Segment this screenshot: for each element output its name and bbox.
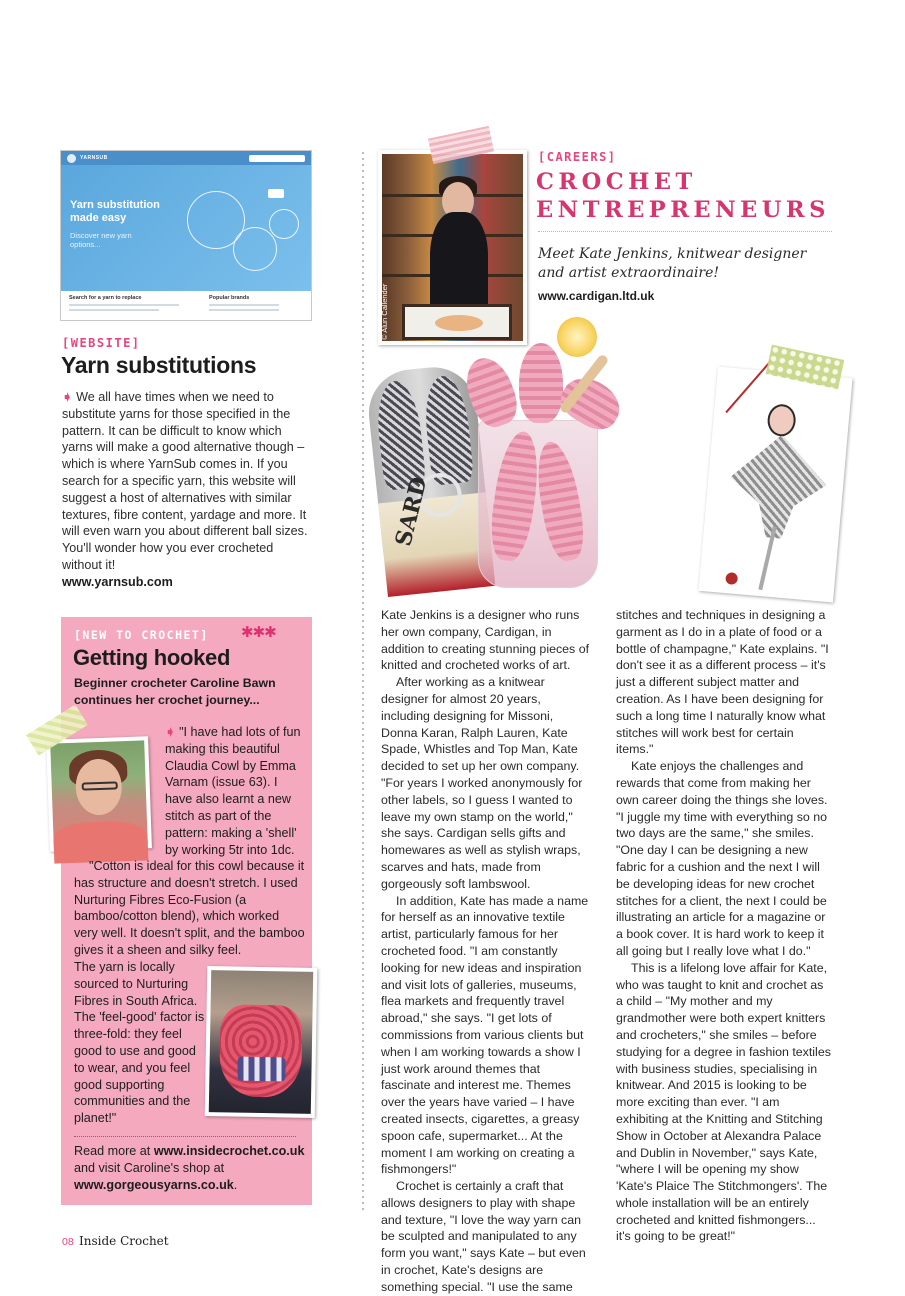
fish-artwork	[402, 304, 512, 340]
gorgeousyarns-link[interactable]: www.gorgeousyarns.co.uk	[74, 1177, 234, 1192]
website-body	[62, 389, 312, 591]
yarnsub-screenshot	[60, 150, 312, 321]
site-badge	[268, 189, 284, 198]
lemon-slice	[557, 317, 597, 357]
article-paragraph: After working as a knitwear designer for almost 20 years, including designing for Missoni, Donna Karan, Ralph Lauren, Kate Spade, Whistles and Top Man, Kate decided to set up her own company. "For years I worked anonymously for other labels, so I guess I wanted to leave my own stamp on the world," she says. Cardigan sells gifts and homewares as well as stylish wraps, scarves and hats, made from gorgeously soft lambswool.	[381, 675, 583, 891]
arrow-icon: ➧	[165, 725, 180, 739]
yarn-ball-icon	[269, 209, 299, 239]
website-tag: [WEBSITE]	[62, 336, 141, 350]
site-popular-section	[209, 295, 279, 318]
careers-tag: [CAREERS]	[538, 150, 617, 164]
getting-hooked-heading: Getting hooked	[73, 645, 231, 670]
site-hero	[61, 165, 311, 291]
page-number: 08	[62, 1236, 74, 1248]
new-to-crochet-tag: [NEW TO CROCHET]	[74, 628, 209, 642]
caroline-portrait	[46, 736, 152, 851]
careers-heading: CROCHET ENTREPRENEURS	[536, 169, 830, 223]
yarnsub-link[interactable]: www.yarnsub.com	[62, 574, 173, 589]
stars-icon: ✱✱✱	[241, 624, 276, 641]
article-paragraph: In addition, Kate has made a name for herself as an innovative textile artist, particularly famous for her crocheted food. "I am constantly looking for new ideas and inspiration and visit lots of galleries, museums, flea markets and frequently travel abroad," she says. "I get lots of commissions from various clients but when I am working towards a show I just work around themes that fascinate and interest me. Themes over the years have varied – I have created insects, cigarettes, a greasy spoon cafe, supermarket... At the moment I am working on creating a fishmongers!"	[381, 893, 589, 1177]
article-paragraph: Kate Jenkins is a designer who runs her own company, Cardigan, in addition to creating stunning pieces of knitted and crocheted works of art.	[381, 608, 590, 673]
read-more	[74, 1143, 306, 1193]
website-heading: Yarn substitutions	[61, 352, 257, 378]
divider	[538, 231, 832, 232]
site-popular-heading: Popular brands	[209, 295, 250, 301]
getting-hooked-para-1	[165, 724, 305, 858]
getting-hooked-intro: Beginner crocheter Caroline Bawn continues her crochet journey...	[74, 676, 276, 707]
getting-hooked-para-2: "Cotton is ideal for this cowl because it has structure and doesn't stretch. I used Nurturing Fibres Eco-Fusion (a bamboo/cotton blend), which worked very well. It doesn't split, and the bamboo gives it a sheen and silky feel.	[74, 859, 305, 957]
article-paragraph: stitches and techniques in designing a garment as I do in a plate of food or a bottle of champagne," Kate explains. "I don't see it as a different process – it's just a different subject matter and creation. As I have been designing for such a long time I naturally know what stitches will work best for certain items."	[616, 608, 829, 757]
site-search-box	[249, 155, 305, 162]
cardigan-link[interactable]: www.cardigan.ltd.uk	[538, 289, 655, 303]
photo-credit: © Alun Callender	[380, 283, 389, 340]
site-search-section	[69, 295, 179, 318]
article-paragraph: Crochet is certainly a craft that allows designers to play with shape and texture, "I love the way yarn can be sculpted and manipulated to any form you want," says Kate – but even in crochet, Kate's designs are something special. "I use the same	[381, 1179, 586, 1294]
site-brand: YARNSUB	[80, 155, 108, 161]
column-divider	[360, 150, 366, 1210]
page-footer	[62, 1234, 169, 1248]
claudia-cowl-photo	[205, 966, 318, 1118]
website-body-text: We all have times when we need to substitute yarns for those specified in the pattern. It can be difficult to know which yarns will make a good alternative though – which is where YarnSub comes in. If you search for a specific yarn, this website will suggest a host of alternatives with similar textures, fibre content, yardage and more. It will even warn you about different ball sizes. You'll wonder how you ever crocheted without it!	[62, 390, 308, 572]
crochet-prawn-cocktail	[478, 420, 598, 588]
magazine-name: Inside Crochet	[79, 1234, 169, 1248]
kate-jenkins-photo	[378, 150, 527, 345]
getting-hooked-para-3: The yarn is locally sourced to Nurturing Fibres in South Africa. The 'feel-good' factor is three-fold: they feel good to use and good to wear, and you feel good supporting communities and the planet!"	[74, 960, 205, 1126]
article-paragraph: This is a lifelong love affair for Kate, who was taught to knit and crochet as a child – "My mother and my grandmother were both expert knitters and crocheters," she smiles – before studying for a degree in fashion textiles with business studies, specialising in knitwear. And 2015 is looking to be more exciting than ever. "I am exhibiting at the Knitting and Stitching Show in October at Alexandra Palace and Dublin in November," says Kate, "where I will be opening my show 'Kate's Plaice The Stitchmongers'. The whole installation will be an entirely crocheted and knitted fishmongers... it's going to be great!"	[616, 960, 831, 1244]
article-paragraph: Kate enjoys the challenges and rewards that come from making her own career doing the things she loves. "I juggle my time with everything so no two days are the same," she smiles. "One day I can be designing a new fabric for a cushion and the next I will be developing ideas for new crochet stitches for a client, the next I could be illustrating an article for a magazine or a book cover. It is hard work to keep it all going but I really love what I do."	[616, 759, 828, 958]
careers-intro: Meet Kate Jenkins, knitwear designer and artist extraordinaire!	[538, 246, 807, 281]
divider	[74, 1136, 296, 1137]
arrow-icon: ➧	[62, 390, 77, 404]
site-footer	[61, 291, 311, 322]
article-column-1	[381, 607, 593, 1296]
tin-label: SARD	[390, 474, 433, 549]
site-header-bar	[61, 151, 311, 165]
crochet-ray-photo	[698, 367, 852, 603]
getting-hooked-para-1-text: "I have had lots of fun making this beautiful Claudia Cowl by Emma Varnam (issue 63). I have also learnt a new stitch as part of the pattern: making a 'shell' by working 5tr into 1dc.	[165, 725, 301, 857]
site-search-heading: Search for a yarn to replace	[69, 295, 142, 301]
site-hero-title: Yarn substitution made easy	[70, 199, 160, 224]
insidecrochet-link[interactable]: www.insidecrochet.co.uk	[153, 1144, 305, 1158]
yarn-ball-icon	[233, 227, 277, 271]
shop-suffix: .	[233, 1177, 238, 1192]
site-hero-subtitle: Discover new yarn options...	[70, 231, 132, 249]
shop-prefix: and visit Caroline's shop at	[74, 1160, 225, 1175]
read-more-prefix: Read more at	[74, 1144, 154, 1158]
glasses-icon	[82, 781, 118, 790]
logo-icon	[67, 154, 76, 163]
article-column-2	[616, 607, 831, 1245]
